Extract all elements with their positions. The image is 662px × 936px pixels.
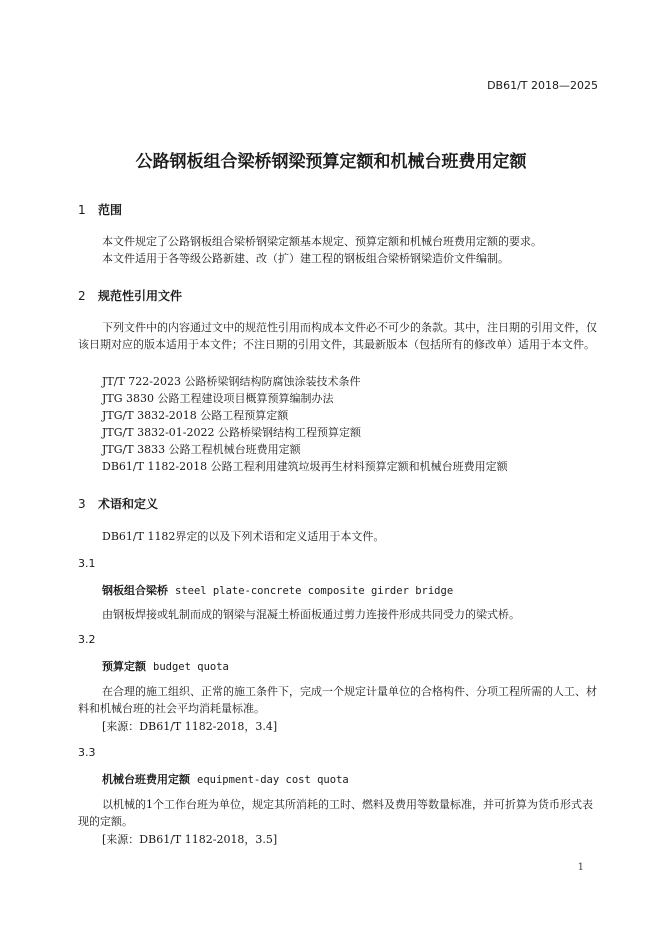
section-number: 1: [78, 203, 86, 217]
page-number: 1: [577, 862, 584, 873]
term-definition: [78, 683, 598, 717]
section-title: 规范性引用文件: [98, 289, 183, 303]
term-en: budget quota: [153, 661, 229, 673]
term-number: 3.3: [78, 746, 96, 759]
paragraph: 本文件规定了公路钢板组合梁桥钢梁定额基本规定、预算定额和机械台班费用定额的要求。: [102, 235, 542, 248]
section-title: 术语和定义: [98, 497, 159, 511]
paragraph: 下列文件中的内容通过文中的规范性引用而构成本文件必不可少的条款。其中，注日期的引用文件，仅该日期对应的版本适用于本文件；不注日期的引用文件，其最新版本（包括所有的修改单）适用于本文件。: [78, 321, 597, 351]
reference-item: JTG/T 3832-2018 公路工程预算定额: [102, 409, 289, 422]
term-zh: 机械台班费用定额: [102, 773, 190, 786]
term-zh: 预算定额: [102, 660, 146, 673]
section-3-heading: [78, 495, 158, 512]
term-definition: [78, 796, 598, 830]
section-1-body: [78, 233, 598, 267]
reference-item: DB61/T 1182-2018 公路工程利用建筑垃圾再生材料预算定额和机械台班费用定额: [102, 460, 508, 473]
term-entry: [102, 582, 453, 598]
term-source: [来源：DB61/T 1182-2018，3.5]: [102, 833, 278, 846]
paragraph: 在合理的施工组织、正常的施工条件下，完成一个规定计量单位的合格构件、分项工程所需的人工、材料和机械台班的社会平均消耗量标准。: [78, 685, 597, 715]
section-title: 范围: [98, 203, 123, 217]
reference-item: JTG/T 3832-01-2022 公路桥梁钢结构工程预算定额: [102, 426, 361, 439]
term-en: equipment-day cost quota: [197, 774, 349, 786]
term-source: [来源：DB61/T 1182-2018，3.4]: [102, 720, 278, 733]
standard-code: DB61/T 2018—2025: [487, 79, 598, 92]
reference-item: JTG/T 3833 公路工程机械台班费用定额: [102, 443, 301, 456]
section-number: 2: [78, 289, 86, 303]
term-zh: 钢板组合梁桥: [102, 584, 168, 597]
section-2-heading: [78, 287, 182, 304]
reference-item: JTG 3830 公路工程建设项目概算预算编制办法: [102, 392, 334, 405]
paragraph: 以机械的1个工作台班为单位，规定其所消耗的工时、燃料及费用等数量标准，并可折算为货币形式表现的定额。: [78, 798, 593, 828]
section-number: 3: [78, 497, 86, 511]
term-entry: [102, 658, 229, 674]
term-number: 3.2: [78, 633, 96, 646]
paragraph: 由钢板焊接或轧制而成的钢梁与混凝土桥面板通过剪力连接件形成共同受力的梁式桥。: [102, 608, 520, 621]
term-entry: [102, 771, 349, 787]
reference-item: JT/T 722-2023 公路桥梁钢结构防腐蚀涂装技术条件: [102, 375, 361, 388]
section-3-intro: DB61/T 1182界定的以及下列术语和定义适用于本文件。: [102, 530, 385, 543]
section-2-intro: [78, 319, 598, 353]
term-definition: [78, 606, 598, 623]
document-title: 公路钢板组合梁桥钢梁预算定额和机械台班费用定额: [135, 152, 527, 172]
term-number: 3.1: [78, 557, 96, 570]
term-en: steel plate-concrete composite girder bridge: [175, 585, 454, 597]
paragraph: 本文件适用于各等级公路新建、改（扩）建工程的钢板组合梁桥钢梁造价文件编制。: [102, 252, 509, 265]
section-1-heading: [78, 201, 122, 218]
